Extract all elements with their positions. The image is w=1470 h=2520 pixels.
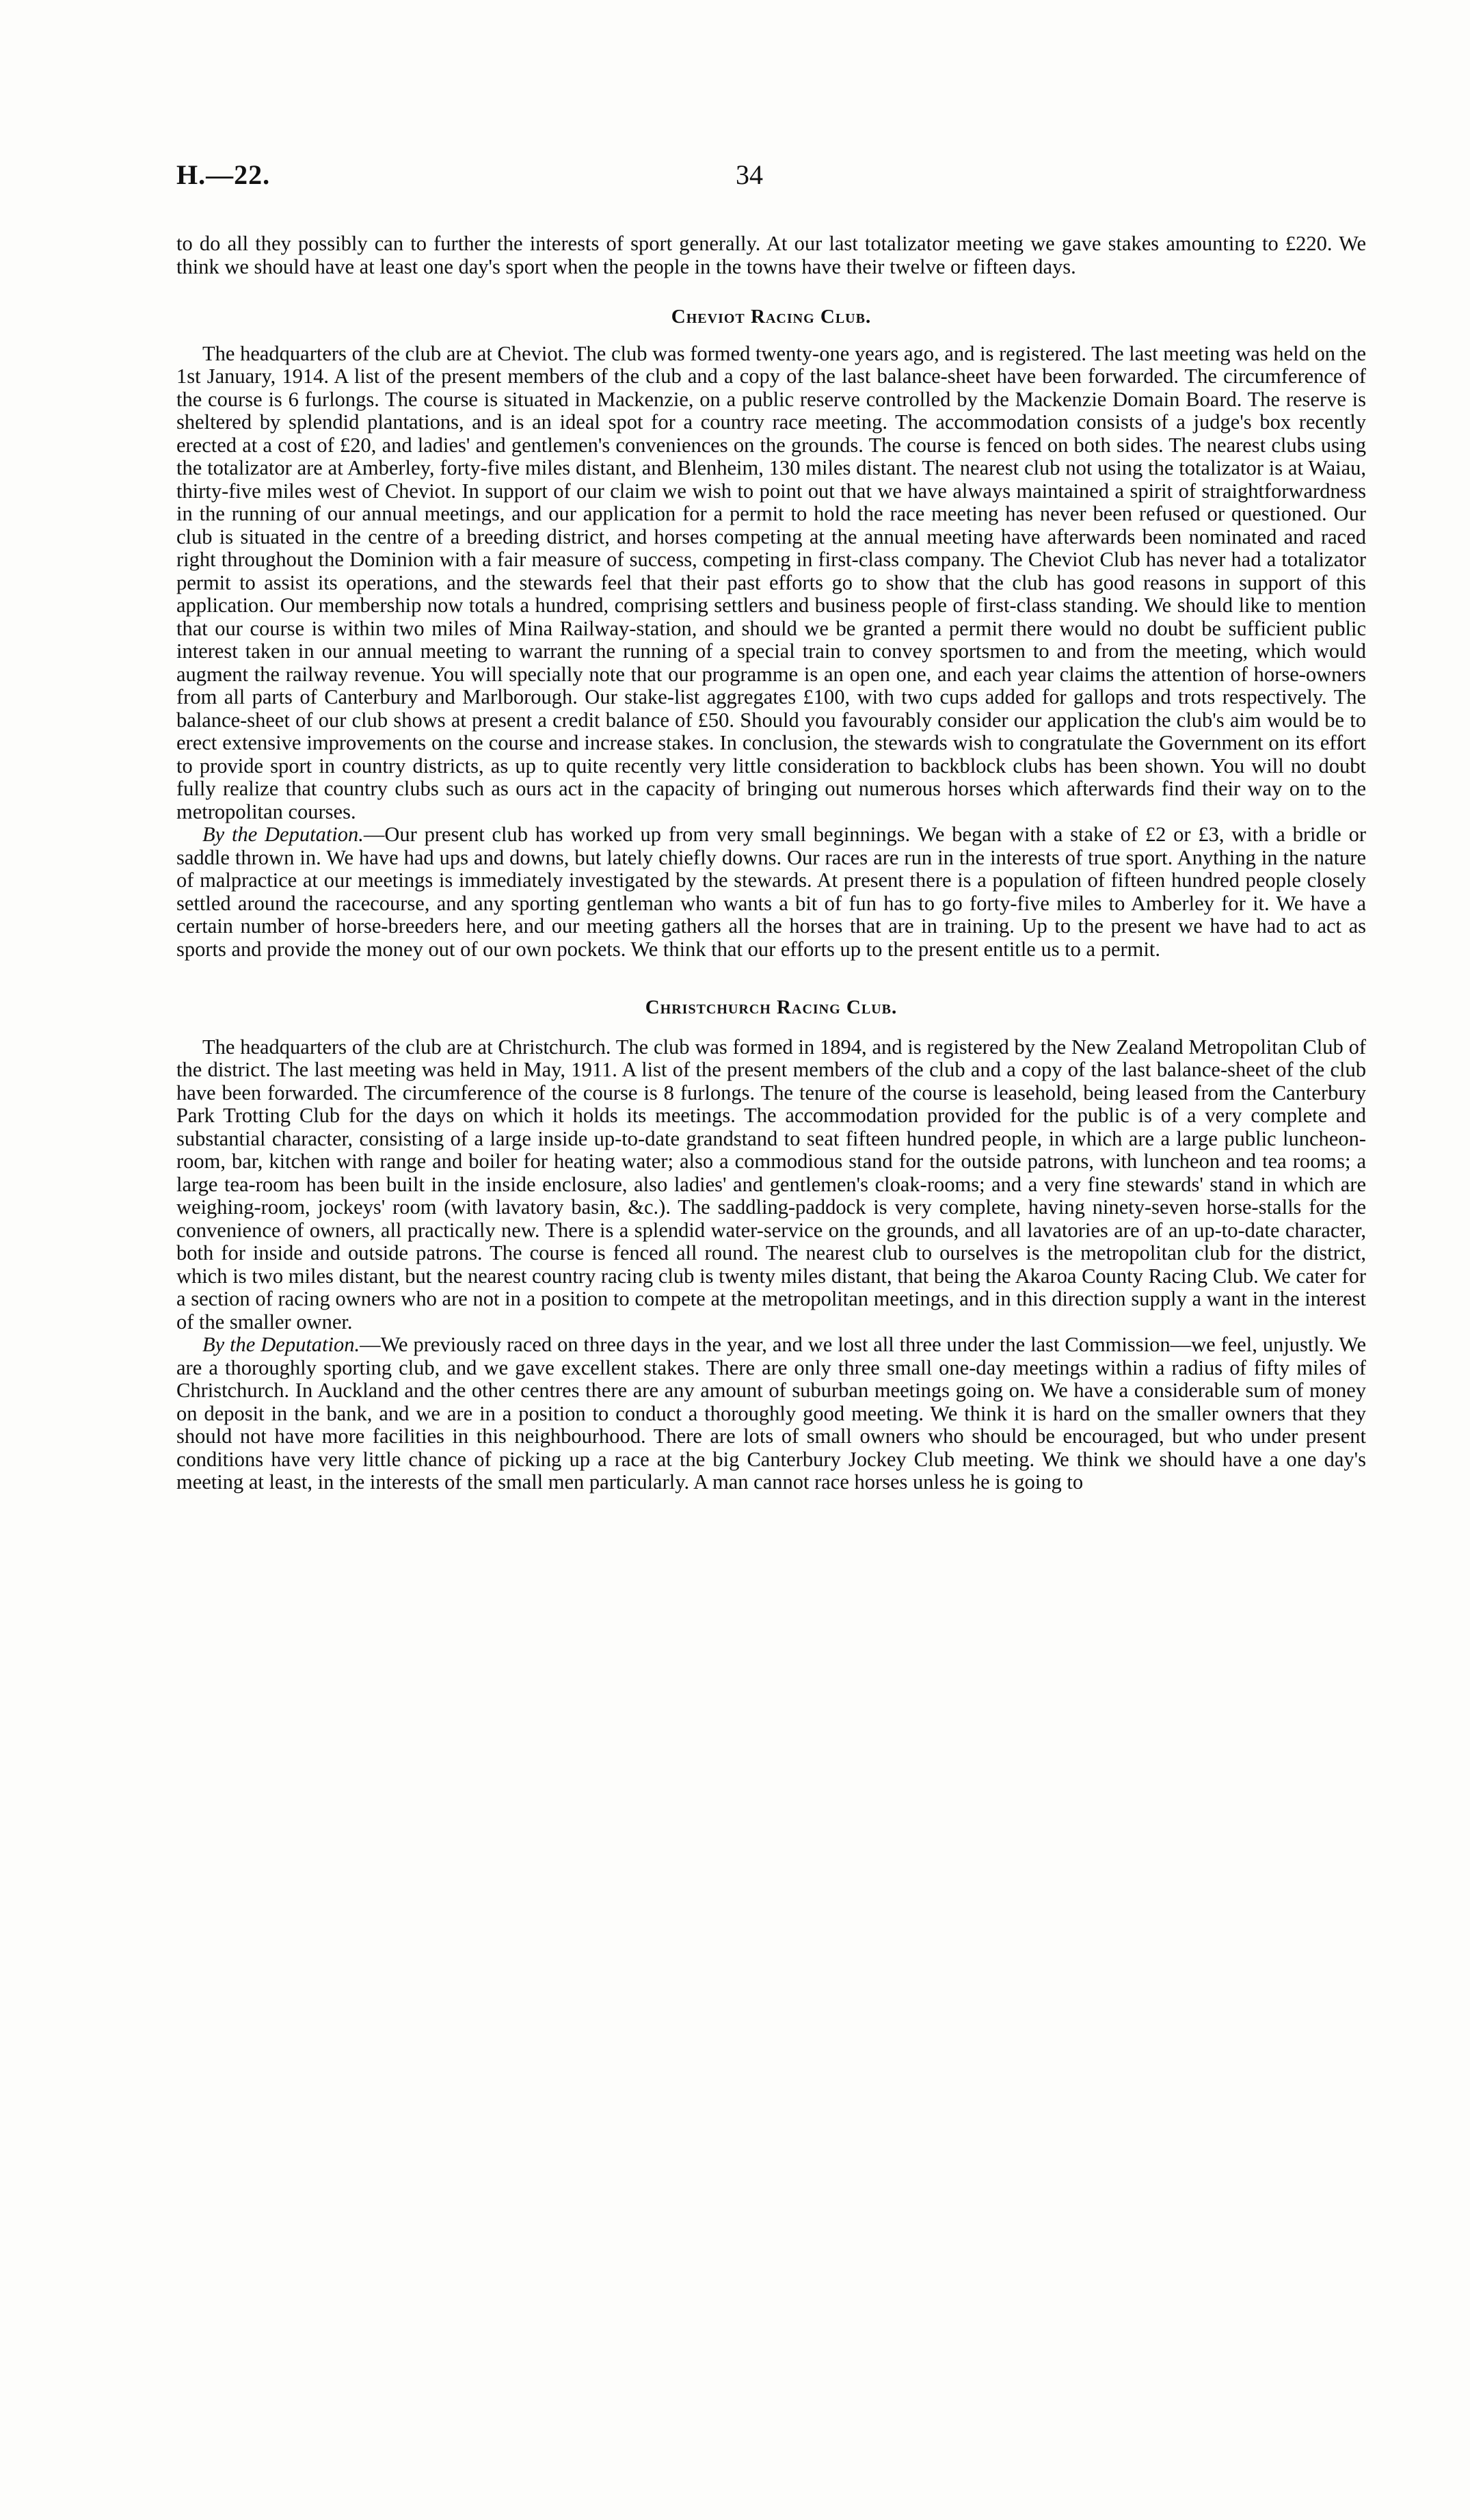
cheviot-deputation-paragraph: [176, 823, 1366, 961]
page-number: 34: [736, 159, 763, 190]
document-reference: H.—22.: [176, 159, 271, 190]
christchurch-deputation-paragraph: [176, 1334, 1366, 1494]
page-header: [176, 159, 1366, 200]
section-heading-cheviot: Cheviot Racing Club.: [671, 306, 872, 328]
body-text: [176, 233, 1366, 1494]
continuation-paragraph: to do all they possibly can to further the interests of sport generally. At our last totalizator meeting we gave stakes amounting to £220. We think we should have at least one day's sport when the people in the towns have their twelve or fifteen days.: [176, 232, 1366, 278]
deputation-label: By the Deputation.: [202, 1333, 360, 1356]
deputation-text: —We previously raced on three days in the year, and we lost all three under the last Commission—we feel, unjustly. We are a thoroughly sporting club, and we gave excellent stakes. There are only three small one-day meetings within a radius of fifty miles of Christchurch. In Auckland and the other centres there are any amount of suburban meetings going on. We have a considerable sum of money on deposit in the bank, and we are in a position to conduct a thoroughly good meeting. We think it is hard on the smaller owners that they should not have more facilities in this neighbourhood. There are lots of small owners who should be encouraged, but who under present conditions have very little chance of picking up a race at the big Canterbury Jockey Club meeting. We think we should have a one day's meeting at least, in the interests of the small men particularly. A man cannot race horses unless he is going to: [176, 1333, 1367, 1494]
section-heading-christchurch: Christchurch Racing Club.: [645, 996, 898, 1018]
cheviot-statement-paragraph: The headquarters of the club are at Cheviot. The club was formed twenty-one years ago, and is registered. The last meeting was held on the 1st January, 1914. A list of the present members of the club and a copy of the last balance-sheet have been forwarded. The circumference of the course is 6 furlongs. The course is situated in Mackenzie, on a public reserve controlled by the Mackenzie Domain Board. The reserve is sheltered by splendid plantations, and is an ideal spot for a country race meeting. The accommodation consists of a judge's box recently erected at a cost of £20, and ladies' and gentlemen's conveniences on the grounds. The course is fenced on both sides. The nearest clubs using the totalizator are at Amberley, forty-five miles distant, and Blenheim, 130 miles distant. The nearest club not using the totalizator is at Waiau, thirty-five miles west of Cheviot. In support of our claim we wish to point out that we have always maintained a spirit of straightforwardness in the running of our annual meetings, and our application for a permit to hold the race meeting has never been refused or questioned. Our club is situated in the centre of a breeding district, and horses competing at the annual meeting have afterwards been nominated and raced right throughout the Dominion with a fair measure of success, competing in first-class company. The Cheviot Club has never had a totalizator permit to assist its operations, and the stewards feel that their past efforts go to show that the club has good reasons in support of this application. Our membership now totals a hundred, comprising settlers and business people of first-class standing. We should like to mention that our course is within two miles of Mina Railway-station, and should we be granted a permit there would no doubt be sufficient public interest taken in our annual meeting to warrant the running of a special train to convey sportsmen to and from the meeting, which would augment the railway revenue. You will specially note that our programme is an open one, and each year claims the attention of horse-owners from all parts of Canterbury and Marlborough. Our stake-list aggregates £100, with two cups added for gallops and trots respectively. The balance-sheet of our club shows at present a credit balance of £50. Should you favourably consider our application the club's aim would be to erect extensive improvements on the course and increase stakes. In conclusion, the stewards wish to congratulate the Government on its effort to provide sport in country districts, as up to quite recently very little consideration to backblock clubs has been shown. You will no doubt fully realize that country clubs such as ours act in the capacity of bringing out numerous horses which afterwards find their way on to the metropolitan courses.: [176, 341, 1366, 823]
christchurch-statement-paragraph: The headquarters of the club are at Christchurch. The club was formed in 1894, and is registered by the New Zealand Metropolitan Club of the district. The last meeting was held in May, 1911. A list of the present members of the club and a copy of the last balance-sheet of the club have been forwarded. The circumference of the course is 8 furlongs. The tenure of the course is leasehold, being leased from the Canterbury Park Trotting Club for the days on which it holds its meetings. The accommodation provided for the public is of a very complete and substantial character, consisting of a large inside up-to-date grandstand to seat fifteen hundred people, in which are a large public luncheon-room, bar, kitchen with range and boiler for heating water; also a commodious stand for the outside patrons, with luncheon and tea rooms; a large tea-room has been built in the inside enclosure, also ladies' and gentlemen's cloak-rooms; and a very fine stewards' stand in which are weighing-room, jockeys' room (with lavatory basin, &c.). The saddling-paddock is very complete, having ninety-seven horse-stalls for the convenience of owners, all practically new. There is a splendid water-service on the grounds, and all lavatories are of an up-to-date character, both for inside and outside patrons. The course is fenced all round. The nearest club to ourselves is the metropolitan club for the district, which is two miles distant, but the nearest country racing club is twenty miles distant, that being the Akaroa County Racing Club. We cater for a section of racing owners who are not in a position to compete at the metropolitan meetings, and in this direction supply a want in the interest of the smaller owner.: [176, 1035, 1366, 1334]
deputation-label: By the Deputation.: [202, 823, 364, 846]
deputation-text: —Our present club has worked up from very small beginnings. We began with a stake of £2 or £3, with a bridle or saddle thrown in. We have had ups and downs, but lately chiefly downs. Our races are run in the interests of true sport. Anything in the nature of malpractice at our meetings is immediately investigated by the stewards. At present there is a population of fifteen hundred people closely settled around the racecourse, and any sporting gentleman who wants a bit of fun has to go forty-five miles to Amberley for it. We have a certain number of horse-breeders here, and our meeting gathers all the horses that are in training. Up to the present we have had to act as sports and provide the money out of our own pockets. We think that our efforts up to the present entitle us to a permit.: [176, 823, 1366, 961]
